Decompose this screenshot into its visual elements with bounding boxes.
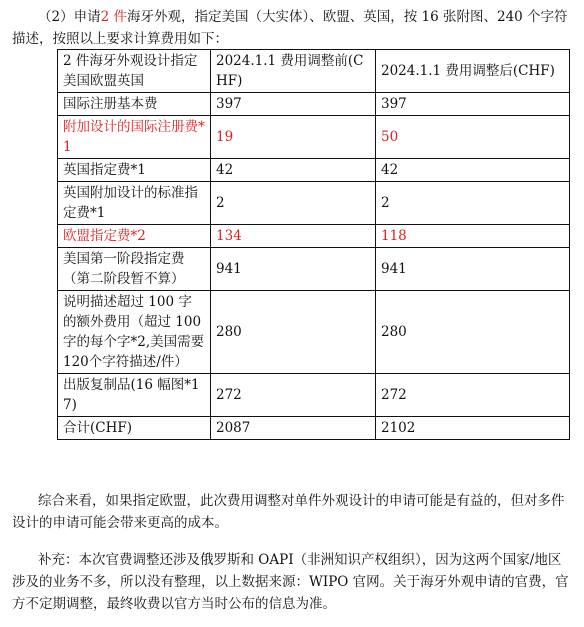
intro-paragraph <box>12 6 572 50</box>
intro-highlight: 2 件 <box>100 9 127 25</box>
row-item: 美国第一阶段指定费（第二阶段暂不算） <box>58 248 211 291</box>
note-paragraph <box>12 549 572 615</box>
row-before-value: 280 <box>211 291 376 374</box>
table-row <box>58 182 570 225</box>
row-item: 英国指定费*1 <box>58 159 211 182</box>
row-after-value: 280 <box>376 291 570 374</box>
row-before-value: 397 <box>211 93 376 116</box>
row-after-value: 272 <box>376 374 570 417</box>
row-item: 附加设计的国际注册费*1 <box>58 116 211 159</box>
note-text: 补充：本次官费调整还涉及俄罗斯和 OAPI（非洲知识产权组织），因为这两个国家/地区涉及的业务不多，所以没有整理，以上数据来源：WIPO 官网。关于海牙外观申请的官费，官方不定期调整，最终收费以官方当时公布的信息为准。 <box>12 552 569 612</box>
row-after-value: 941 <box>376 248 570 291</box>
row-before-value: 134 <box>211 225 376 248</box>
table-row <box>58 225 570 248</box>
row-item: 合计(CHF) <box>58 417 211 440</box>
row-before-value: 2087 <box>211 417 376 440</box>
row-item: 出版复制品(16 幅图*17) <box>58 374 211 417</box>
row-after-value: 397 <box>376 93 570 116</box>
table-row <box>58 159 570 182</box>
header-item: 2 件海牙外观设计指定美国欧盟英国 <box>58 50 211 93</box>
summary-paragraph <box>12 490 572 534</box>
intro-text: 海牙外观，指定美国（大实体）、欧盟、英国，按 16 张附图、240 个字符描述，按照以上要求计算费用如下： <box>12 9 568 47</box>
table-row <box>58 116 570 159</box>
header-before: 2024.1.1 费用调整前(CHF) <box>211 50 376 93</box>
table-row <box>58 374 570 417</box>
row-before-value: 19 <box>211 116 376 159</box>
table-row <box>58 248 570 291</box>
row-after-value: 2 <box>376 182 570 225</box>
row-after-value: 50 <box>376 116 570 159</box>
row-before-value: 42 <box>211 159 376 182</box>
row-after-value: 2102 <box>376 417 570 440</box>
row-before-value: 2 <box>211 182 376 225</box>
row-after-value: 118 <box>376 225 570 248</box>
fee-table <box>57 49 570 440</box>
row-item: 欧盟指定费*2 <box>58 225 211 248</box>
row-item: 英国附加设计的标准指定费*1 <box>58 182 211 225</box>
summary-text: 综合来看，如果指定欧盟，此次费用调整对单件外观设计的申请可能是有益的，但对多件设计的申请可能会带来更高的成本。 <box>12 493 565 531</box>
table-row <box>58 417 570 440</box>
intro-prefix: （2）申请 <box>38 9 101 25</box>
row-item: 国际注册基本费 <box>58 93 211 116</box>
row-before-value: 272 <box>211 374 376 417</box>
row-after-value: 42 <box>376 159 570 182</box>
header-after: 2024.1.1 费用调整后(CHF) <box>376 50 570 93</box>
row-before-value: 941 <box>211 248 376 291</box>
table-header-row <box>58 50 570 93</box>
table-row <box>58 291 570 374</box>
table-row <box>58 93 570 116</box>
row-item: 说明描述超过 100 字的额外费用（超过 100 字的每个字*2,美国需要120个字符描述/件） <box>58 291 211 374</box>
